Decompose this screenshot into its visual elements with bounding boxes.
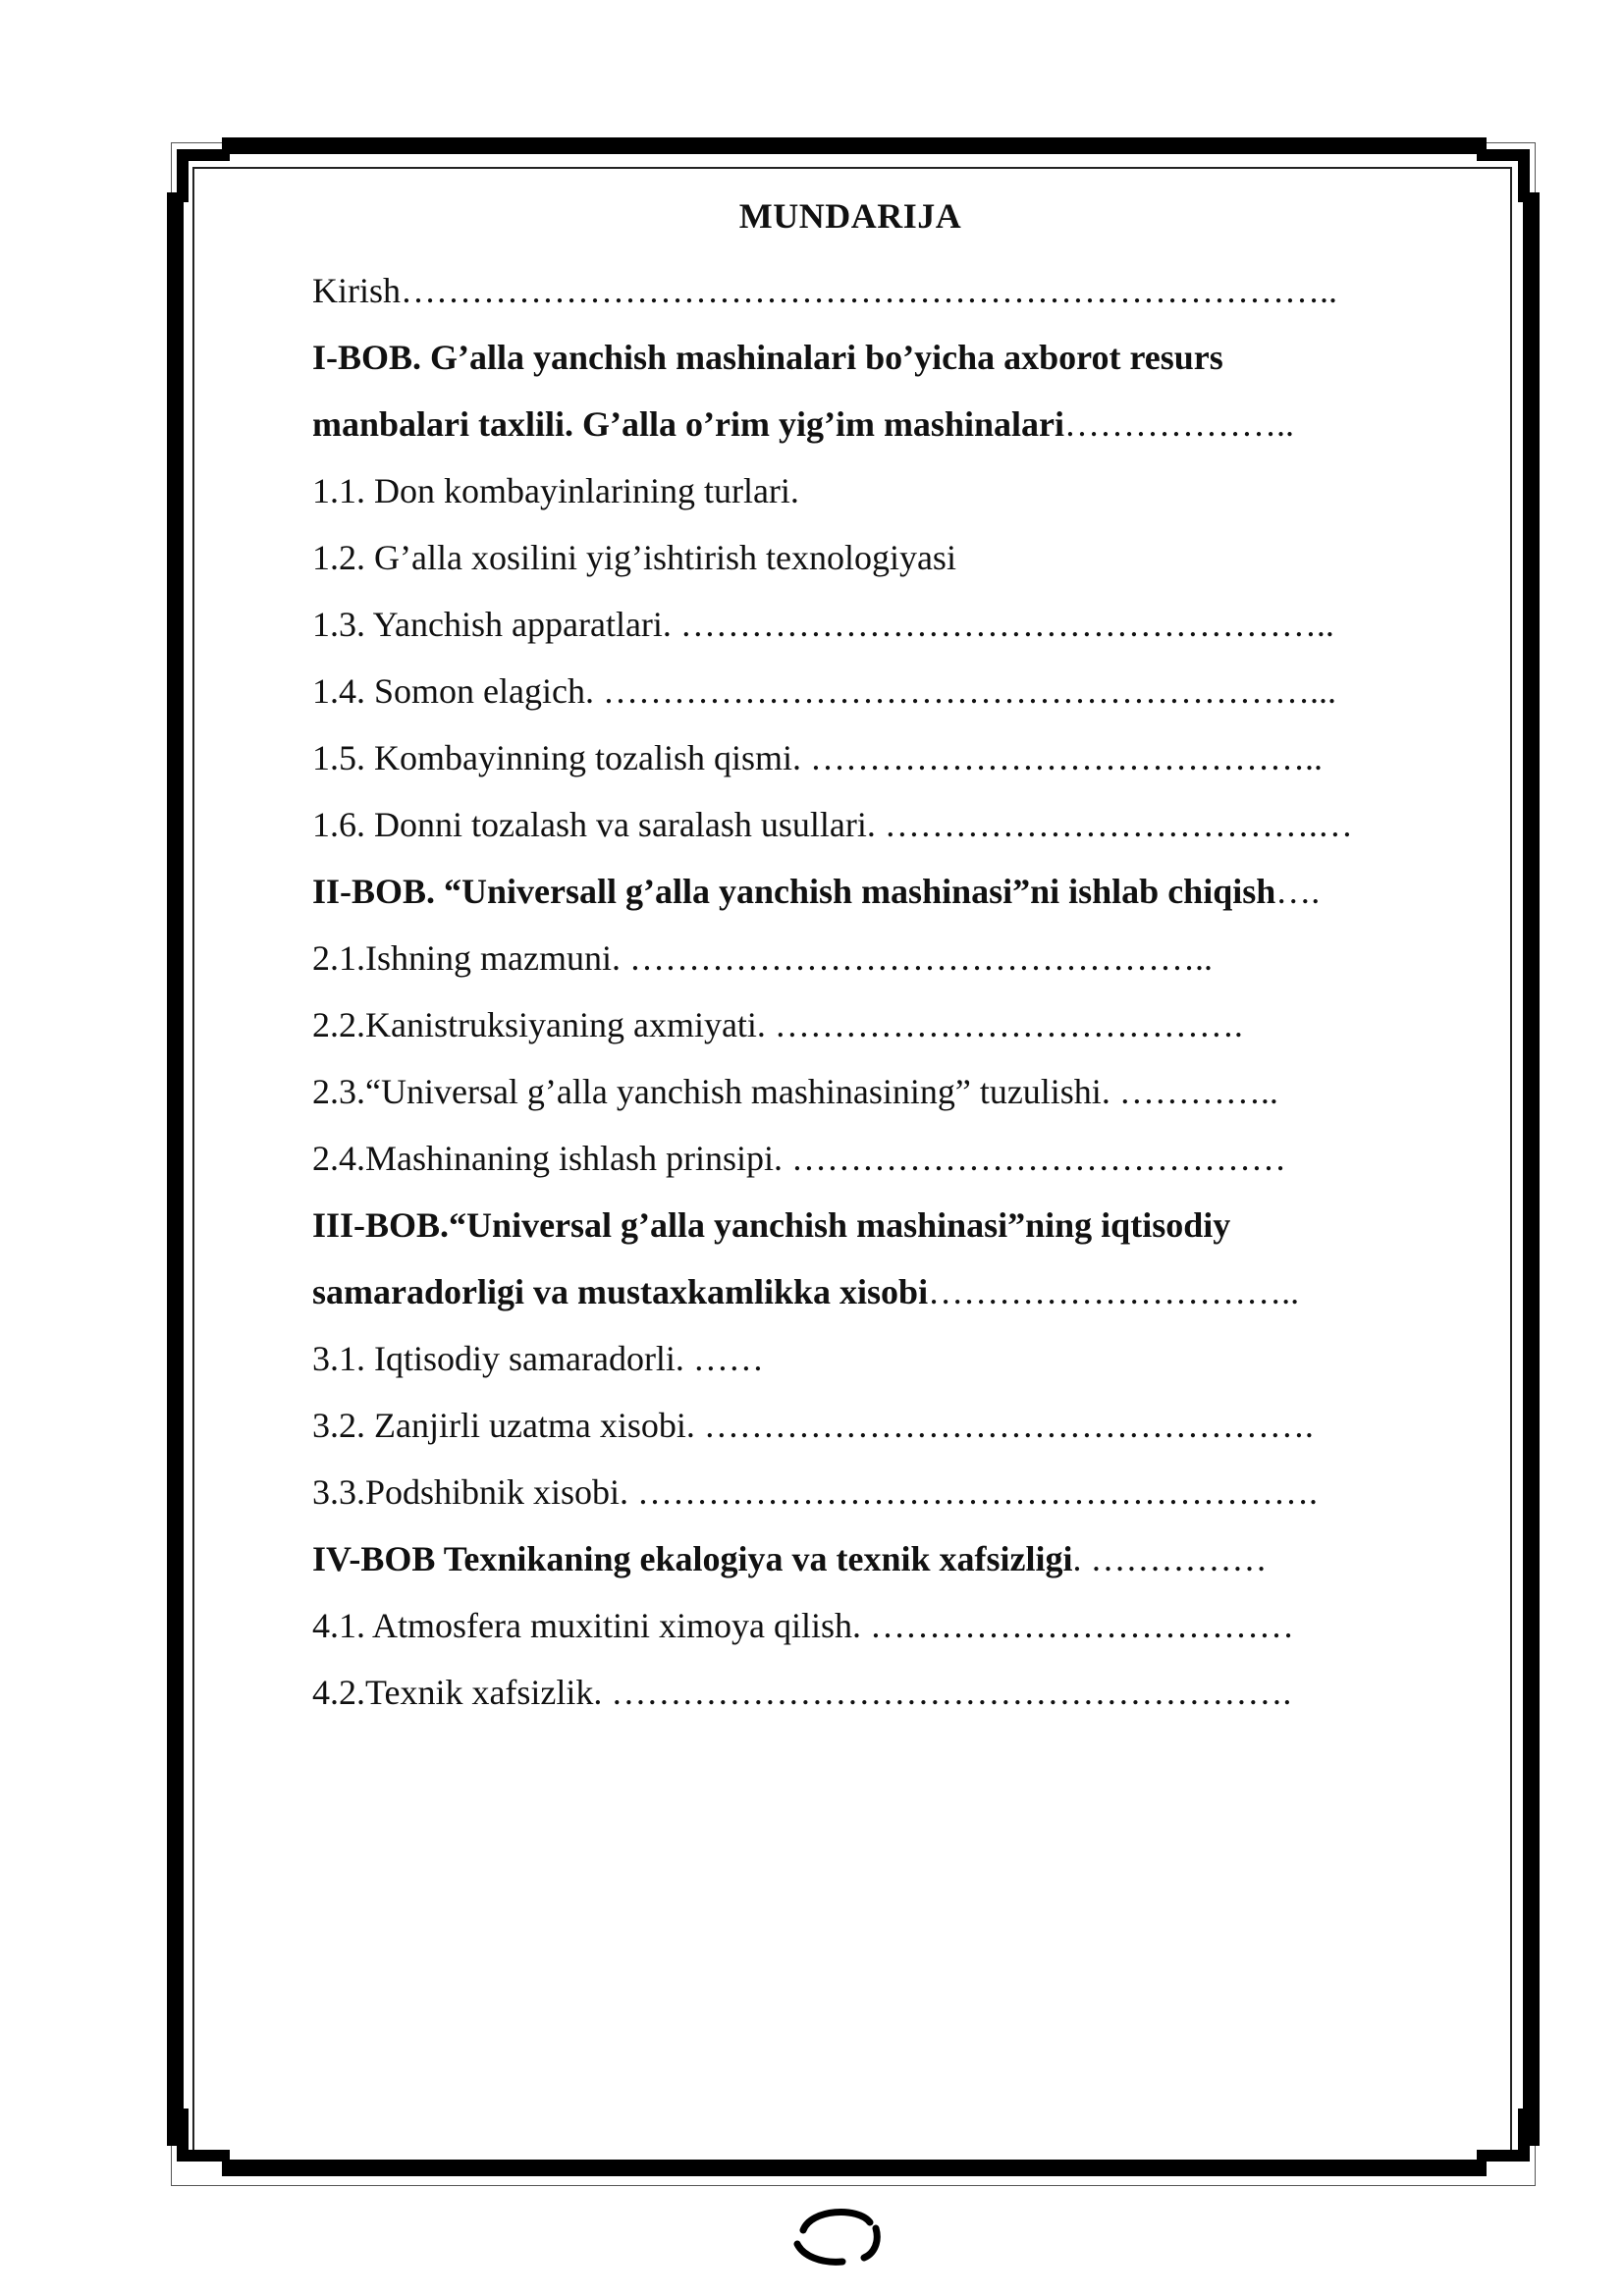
toc-entry xyxy=(312,1392,1490,1459)
border-bar-left xyxy=(167,192,184,2146)
toc-entry-text: 3.2. Zanjirli uzatma xisobi. ……………………………………………. xyxy=(312,1406,1314,1445)
toc-entry-text: 1.4. Somon elagich. ……………………………………………………... xyxy=(312,671,1336,711)
toc-entry xyxy=(312,1659,1490,1726)
toc-entry xyxy=(312,1258,1490,1325)
toc-entry xyxy=(312,658,1490,724)
toc-entry xyxy=(312,1125,1490,1192)
toc-entry xyxy=(312,1058,1490,1125)
toc-entry-text: 1.3. Yanchish apparatlari. ……………………………………………….. xyxy=(312,605,1334,644)
toc-entry xyxy=(312,1525,1490,1592)
border-corner-bottom-right xyxy=(1477,2109,1530,2162)
toc-entry xyxy=(312,257,1490,324)
toc-entry-text: 1.1. Don kombayinlarining turlari. xyxy=(312,471,799,510)
page-title: MUNDARIJA xyxy=(738,196,962,236)
toc-entry xyxy=(312,457,1490,524)
border-bar-top xyxy=(222,137,1487,154)
toc-entry xyxy=(312,1192,1490,1258)
toc-entry-text: . …………… xyxy=(1072,1539,1268,1578)
toc-entry-text: 4.2.Texnik xafsizlik. …………………………………………………. xyxy=(312,1673,1292,1712)
border-bar-bottom xyxy=(222,2160,1487,2176)
toc-entry-text: 2.2.Kanistruksiyaning axmiyati. …………………………………. xyxy=(312,1005,1243,1044)
toc-entry xyxy=(312,1592,1490,1659)
toc-entry xyxy=(312,1459,1490,1525)
toc-entry-text: 2.4.Mashinaning ishlash prinsipi. …………………………………… xyxy=(312,1139,1286,1178)
toc-entry-heading: I-BOB. G’alla yanchish mashinalari bo’yicha axborot resurs xyxy=(312,338,1223,377)
toc-entry xyxy=(312,791,1490,858)
toc-entry-text: 4.1. Atmosfera muxitini ximoya qilish. ……………………………… xyxy=(312,1606,1294,1645)
toc-entry-text: 2.1.Ishning mazmuni. ………………………………………….. xyxy=(312,938,1213,978)
toc-entry-text: ………………………….. xyxy=(928,1272,1300,1311)
toc-entry-text: Kirish…………………………………………………………………….. xyxy=(312,271,1337,310)
border-corner-bottom-left xyxy=(177,2109,230,2162)
toc-entry xyxy=(312,925,1490,991)
page-number-ornament-icon xyxy=(785,2197,884,2275)
toc-entry xyxy=(312,524,1490,591)
toc-entry xyxy=(312,1325,1490,1392)
toc-entry xyxy=(312,991,1490,1058)
toc-entry-text: 3.3.Podshibnik xisobi. …………………………………………………. xyxy=(312,1472,1319,1512)
toc-entry-heading: III-BOB.“Universal g’alla yanchish mashinasi”ning iqtisodiy xyxy=(312,1205,1231,1245)
toc-entry-text: 2.3.“Universal g’alla yanchish mashinasining” tuzulishi. ………….. xyxy=(312,1072,1278,1111)
toc-entry xyxy=(312,591,1490,658)
toc-entry-text: 1.5. Kombayinning tozalish qismi. …………………………………….. xyxy=(312,738,1323,777)
toc-entry-text: 1.2. G’alla xosilini yig’ishtirish texnologiyasi xyxy=(312,538,956,577)
toc-entry-text: ……………….. xyxy=(1063,404,1294,444)
toc-entry xyxy=(312,858,1490,925)
toc-entry xyxy=(312,391,1490,457)
toc-entry-heading: II-BOB. “Universall g’alla yanchish mashinasi”ni ishlab chiqish xyxy=(312,872,1276,911)
toc-entry-text: …. xyxy=(1275,872,1321,911)
table-of-contents xyxy=(312,257,1490,1726)
toc-entry-heading: manbalari taxlili. G’alla o’rim yig’im mashinalari xyxy=(312,404,1064,444)
toc-entry-text: 1.6. Donni tozalash va saralash usullari. ……………………………….… xyxy=(312,805,1353,844)
border-bar-right xyxy=(1523,192,1540,2146)
toc-entry-heading: samaradorligi va mustaxkamlikka xisobi xyxy=(312,1272,929,1311)
toc-entry-heading: IV-BOB Texnikaning ekalogiya va texnik xafsizligi xyxy=(312,1539,1073,1578)
toc-entry-text: 3.1. Iqtisodiy samaradorli. …… xyxy=(312,1339,764,1378)
toc-entry xyxy=(312,724,1490,791)
toc-entry xyxy=(312,324,1490,391)
